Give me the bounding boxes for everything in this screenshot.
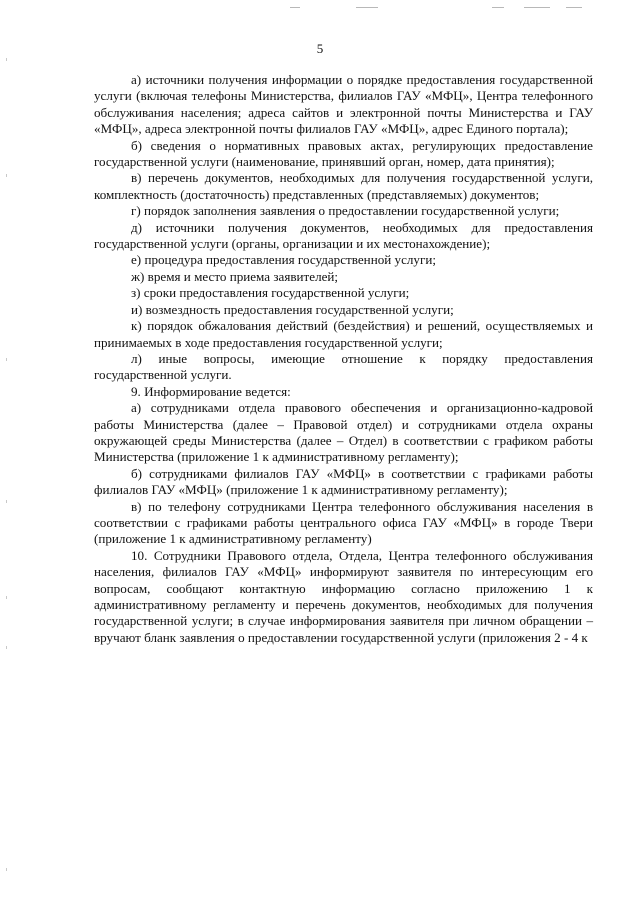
- paragraph-service-terms: з) сроки предоставления государственной услуги;: [131, 285, 410, 301]
- scan-artifact: [6, 868, 7, 871]
- paragraph-info-sources: а) источники получения информации о порядке предоставления государственной услуги (включая телефоны Министерства, филиалов ГАУ «МФЦ», Центра телефонного обслуживания населения; адреса сайтов и электронной почты Министерства и ГАУ «МФЦ», адреса электронной почты филиалов ГАУ «МФЦ», адрес Единого портала);: [94, 72, 593, 137]
- paragraph-reception-time: ж) время и место приема заявителей;: [131, 268, 339, 284]
- scan-artifact: [492, 7, 504, 8]
- scan-artifact: [524, 7, 550, 8]
- scan-artifact: [6, 646, 7, 649]
- paragraph-service-procedure: е) процедура предоставления государственной услуги;: [131, 252, 436, 268]
- paragraph-application-procedure: г) порядок заполнения заявления о предоставлении государственной услуги;: [131, 203, 560, 219]
- paragraph-legal-department: а) сотрудниками отдела правового обеспечения и организационно-кадровой работы Министерства (далее – Правовой отдел) и сотрудниками отдела охраны окружающей среды Министерства (далее – Отдел) в соответствии с графиком работы Министерства (приложение 1 к административному регламенту);: [94, 400, 593, 465]
- scan-artifact: [6, 58, 7, 61]
- paragraph-mfc-branches: б) сотрудниками филиалов ГАУ «МФЦ» в соответствии с графиками работы филиалов ГАУ «МФЦ» (приложение 1 к административному регламенту);: [94, 465, 593, 498]
- paragraph-section-10: 10. Сотрудники Правового отдела, Отдела, Центра телефонного обслуживания населения, филиалов ГАУ «МФЦ» информируют заявителя по интересующим его вопросам, сообщают контактную информацию согласно приложению 1 к административному регламенту и перечень документов, необходимых для получения государственной услуги; в случае информирования заявителя при личном обращении – вручают бланк заявления о предоставлении государственной услуги (приложения 2 - 4 к: [94, 547, 593, 645]
- paragraph-phone-center: в) по телефону сотрудниками Центра телефонного обслуживания населения в соответствии с графиками работы центрального офиса ГАУ «МФЦ» в городе Твери (приложение 1 к административному регламенту): [94, 498, 593, 547]
- paragraph-appeal-procedure: к) порядок обжалования действий (бездействия) и решений, осуществляемых и принимаемых в ходе предоставления государственной услуги;: [94, 318, 593, 350]
- scan-artifact: [6, 596, 7, 599]
- paragraph-other-questions: л) иные вопросы, имеющие отношение к порядку предоставления государственной услуги.: [94, 350, 593, 383]
- scan-artifact: [6, 358, 7, 361]
- paragraph-service-fee: и) возмездность предоставления государственной услуги;: [131, 301, 454, 317]
- document-body: [94, 72, 593, 646]
- paragraph-legal-acts: б) сведения о нормативных правовых актах, регулирующих предоставление государственной услуги (наименование, принявший орган, номер, дата принятия);: [94, 137, 593, 170]
- scan-artifact: [356, 7, 378, 8]
- page-number: 5: [316, 41, 324, 56]
- paragraph-section-9-heading: 9. Информирование ведется:: [131, 383, 291, 399]
- paragraph-document-sources: д) источники получения документов, необходимых для предоставления государственной услуги (органы, организации и их местонахождение);: [94, 219, 593, 252]
- scan-artifact: [6, 500, 7, 503]
- paragraph-documents-list: в) перечень документов, необходимых для получения государственной услуги, комплектность (достаточность) представленных (представляемых) документов;: [94, 170, 593, 202]
- scan-artifact: [566, 7, 582, 8]
- scan-artifact: [6, 174, 7, 177]
- scan-artifact: [290, 7, 300, 8]
